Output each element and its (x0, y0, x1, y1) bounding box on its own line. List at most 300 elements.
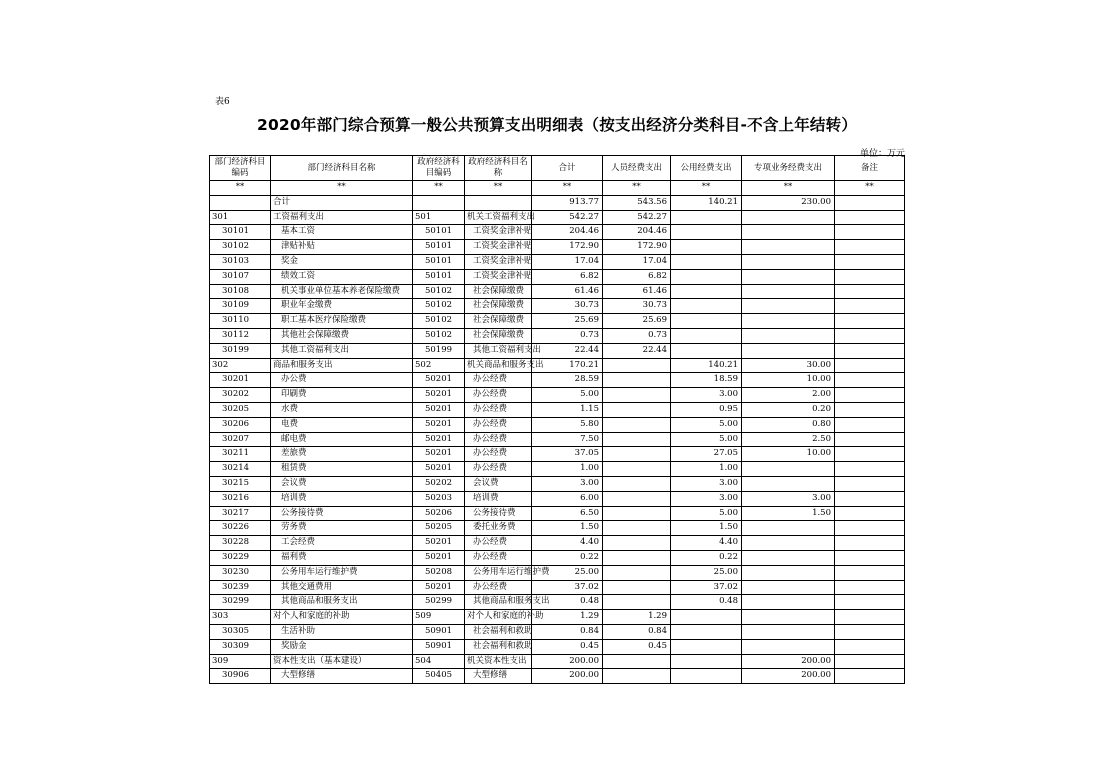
table-row (210, 417, 905, 432)
code-cell: 30906 (210, 669, 271, 684)
gov-name-cell: 工资奖金津补贴 (465, 254, 532, 269)
table-row (210, 580, 905, 595)
table-row (210, 210, 905, 225)
name-cell: 绩效工资 (271, 269, 413, 284)
personnel-cell (603, 595, 671, 610)
gov-name-cell: 办公经费 (465, 536, 532, 551)
code-cell: 30110 (210, 314, 271, 329)
remark-cell (835, 358, 905, 373)
gov-code-cell: 50102 (413, 284, 465, 299)
remark-cell (835, 284, 905, 299)
special-cell: 10.00 (742, 447, 835, 462)
gov-name-cell: 工资奖金津补贴 (465, 269, 532, 284)
code-cell: 30108 (210, 284, 271, 299)
remark-cell (835, 669, 905, 684)
name-cell: 其他工资福利支出 (271, 343, 413, 358)
total-cell: 172.90 (532, 240, 603, 255)
code-cell: 30101 (210, 225, 271, 240)
header-cell: 政府经济科目编码 (413, 156, 465, 181)
public-cell: 5.00 (671, 432, 742, 447)
total-remark (835, 195, 905, 210)
code-cell: 30215 (210, 476, 271, 491)
name-cell: 职业年金缴费 (271, 299, 413, 314)
table-row (210, 595, 905, 610)
special-cell (742, 328, 835, 343)
gov-name-cell: 社会保障缴费 (465, 284, 532, 299)
gov-code-cell: 50102 (413, 299, 465, 314)
remark-cell (835, 328, 905, 343)
public-cell: 0.22 (671, 550, 742, 565)
code-cell: 30305 (210, 624, 271, 639)
name-cell: 电费 (271, 417, 413, 432)
table-row (210, 462, 905, 477)
total-cell: 542.27 (532, 210, 603, 225)
total-cell: 6.50 (532, 506, 603, 521)
gov-code-cell: 50201 (413, 447, 465, 462)
personnel-cell (603, 565, 671, 580)
code-cell: 30199 (210, 343, 271, 358)
personnel-cell (603, 373, 671, 388)
table-row (210, 432, 905, 447)
remark-cell (835, 536, 905, 551)
public-cell (671, 624, 742, 639)
total-cell: 25.00 (532, 565, 603, 580)
gov-name-cell: 大型修缮 (465, 669, 532, 684)
gov-code-cell: 50102 (413, 314, 465, 329)
special-cell (742, 639, 835, 654)
gov-name-cell: 机关资本性支出 (465, 654, 532, 669)
total-cell: 22.44 (532, 343, 603, 358)
remark-cell (835, 654, 905, 669)
table-row (210, 447, 905, 462)
gov-code-cell: 50203 (413, 491, 465, 506)
name-cell: 奖金 (271, 254, 413, 269)
header-row (210, 156, 905, 181)
public-cell: 1.00 (671, 462, 742, 477)
special-cell: 2.50 (742, 432, 835, 447)
star-cell: ** (835, 181, 905, 196)
personnel-cell: 172.90 (603, 240, 671, 255)
special-cell (742, 624, 835, 639)
remark-cell (835, 314, 905, 329)
gov-code-cell: 50901 (413, 624, 465, 639)
expenditure-table (209, 155, 905, 684)
public-cell (671, 610, 742, 625)
gov-name-cell: 机关工资福利支出 (465, 210, 532, 225)
public-cell (671, 240, 742, 255)
star-cell: ** (271, 181, 413, 196)
public-cell: 4.40 (671, 536, 742, 551)
personnel-cell: 30.73 (603, 299, 671, 314)
special-cell (742, 462, 835, 477)
code-cell: 30202 (210, 388, 271, 403)
public-cell (671, 343, 742, 358)
remark-cell (835, 476, 905, 491)
personnel-cell (603, 491, 671, 506)
code-cell: 30112 (210, 328, 271, 343)
gov-name-cell: 机关商品和服务支出 (465, 358, 532, 373)
total-row (210, 195, 905, 210)
gov-code-cell: 50201 (413, 388, 465, 403)
public-cell (671, 225, 742, 240)
special-cell (742, 225, 835, 240)
remark-cell (835, 432, 905, 447)
total-cell: 0.22 (532, 550, 603, 565)
name-cell: 邮电费 (271, 432, 413, 447)
public-cell (671, 328, 742, 343)
gov-name-cell: 办公经费 (465, 432, 532, 447)
unit-label: 单位：万元 (860, 149, 906, 159)
table-row (210, 550, 905, 565)
table-row (210, 284, 905, 299)
gov-name-cell: 办公经费 (465, 447, 532, 462)
header-cell: 人员经费支出 (603, 156, 671, 181)
gov-name-cell: 培训费 (465, 491, 532, 506)
name-cell: 津贴补贴 (271, 240, 413, 255)
table-row (210, 476, 905, 491)
special-cell (742, 595, 835, 610)
personnel-cell: 0.84 (603, 624, 671, 639)
gov-name-cell: 工资奖金津补贴 (465, 225, 532, 240)
star-cell: ** (532, 181, 603, 196)
total-cell: 1.50 (532, 521, 603, 536)
code-cell: 30109 (210, 299, 271, 314)
gov-name-cell: 公务接待费 (465, 506, 532, 521)
table-row (210, 269, 905, 284)
total-cell: 25.69 (532, 314, 603, 329)
total-personnel: 543.56 (603, 195, 671, 210)
name-cell: 基本工资 (271, 225, 413, 240)
special-cell (742, 550, 835, 565)
personnel-cell (603, 506, 671, 521)
special-cell: 30.00 (742, 358, 835, 373)
total-cell: 6.82 (532, 269, 603, 284)
public-cell: 37.02 (671, 580, 742, 595)
personnel-cell (603, 550, 671, 565)
name-cell: 生活补助 (271, 624, 413, 639)
name-cell: 资本性支出（基本建设） (271, 654, 413, 669)
public-cell (671, 654, 742, 669)
personnel-cell (603, 654, 671, 669)
public-cell (671, 269, 742, 284)
code-cell: 30239 (210, 580, 271, 595)
name-cell: 公务接待费 (271, 506, 413, 521)
name-cell: 工会经费 (271, 536, 413, 551)
table-row (210, 624, 905, 639)
special-cell (742, 343, 835, 358)
remark-cell (835, 240, 905, 255)
gov-name-cell: 社会保障缴费 (465, 328, 532, 343)
total-gcode-cell (413, 195, 465, 210)
gov-code-cell: 50199 (413, 343, 465, 358)
name-cell: 印刷费 (271, 388, 413, 403)
remark-cell (835, 447, 905, 462)
special-cell (742, 254, 835, 269)
total-cell: 1.00 (532, 462, 603, 477)
table-row (210, 506, 905, 521)
name-cell: 水费 (271, 402, 413, 417)
special-cell: 200.00 (742, 654, 835, 669)
code-cell: 30229 (210, 550, 271, 565)
gov-name-cell: 会议费 (465, 476, 532, 491)
gov-name-cell: 办公经费 (465, 417, 532, 432)
total-cell: 0.73 (532, 328, 603, 343)
public-cell: 140.21 (671, 358, 742, 373)
table-row (210, 669, 905, 684)
code-cell: 30207 (210, 432, 271, 447)
public-cell: 5.00 (671, 506, 742, 521)
table-row (210, 610, 905, 625)
personnel-cell: 1.29 (603, 610, 671, 625)
header-cell: 政府经济科目名称 (465, 156, 532, 181)
remark-cell (835, 610, 905, 625)
table-row (210, 491, 905, 506)
special-cell: 2.00 (742, 388, 835, 403)
remark-cell (835, 373, 905, 388)
public-cell (671, 210, 742, 225)
personnel-cell (603, 432, 671, 447)
total-gname-cell (465, 195, 532, 210)
code-cell: 303 (210, 610, 271, 625)
special-cell (742, 299, 835, 314)
personnel-cell (603, 358, 671, 373)
code-cell: 30211 (210, 447, 271, 462)
gov-code-cell: 50201 (413, 536, 465, 551)
special-cell: 3.00 (742, 491, 835, 506)
personnel-cell (603, 417, 671, 432)
name-cell: 工资福利支出 (271, 210, 413, 225)
star-cell: ** (742, 181, 835, 196)
header-cell: 合计 (532, 156, 603, 181)
personnel-cell (603, 462, 671, 477)
public-cell: 25.00 (671, 565, 742, 580)
public-cell: 27.05 (671, 447, 742, 462)
personnel-cell (603, 536, 671, 551)
gov-code-cell: 50201 (413, 373, 465, 388)
header-cell: 部门经济科目名称 (271, 156, 413, 181)
table-row (210, 254, 905, 269)
name-cell: 对个人和家庭的补助 (271, 610, 413, 625)
gov-name-cell: 办公经费 (465, 373, 532, 388)
personnel-cell: 17.04 (603, 254, 671, 269)
name-cell: 办公费 (271, 373, 413, 388)
special-cell: 1.50 (742, 506, 835, 521)
name-cell: 机关事业单位基本养老保险缴费 (271, 284, 413, 299)
gov-name-cell: 办公经费 (465, 402, 532, 417)
table-row (210, 565, 905, 580)
personnel-cell: 6.82 (603, 269, 671, 284)
code-cell: 30103 (210, 254, 271, 269)
gov-code-cell: 509 (413, 610, 465, 625)
personnel-cell: 22.44 (603, 343, 671, 358)
table-row (210, 328, 905, 343)
table-row (210, 314, 905, 329)
public-cell: 3.00 (671, 476, 742, 491)
name-cell: 差旅费 (271, 447, 413, 462)
personnel-cell (603, 580, 671, 595)
remark-cell (835, 269, 905, 284)
special-cell (742, 240, 835, 255)
gov-name-cell: 对个人和家庭的补助 (465, 610, 532, 625)
gov-name-cell: 工资奖金津补贴 (465, 240, 532, 255)
star-cell: ** (210, 181, 271, 196)
special-cell (742, 284, 835, 299)
gov-code-cell: 50901 (413, 639, 465, 654)
gov-code-cell: 50101 (413, 269, 465, 284)
total-cell: 28.59 (532, 373, 603, 388)
table-row (210, 343, 905, 358)
special-cell (742, 314, 835, 329)
star-cell: ** (603, 181, 671, 196)
gov-code-cell: 50102 (413, 328, 465, 343)
gov-code-cell: 50101 (413, 240, 465, 255)
star-cell: ** (671, 181, 742, 196)
code-cell: 30230 (210, 565, 271, 580)
code-cell: 30216 (210, 491, 271, 506)
gov-code-cell: 50405 (413, 669, 465, 684)
special-cell: 0.20 (742, 402, 835, 417)
public-cell: 3.00 (671, 388, 742, 403)
remark-cell (835, 491, 905, 506)
code-cell: 30299 (210, 595, 271, 610)
code-cell: 302 (210, 358, 271, 373)
total-cell: 0.48 (532, 595, 603, 610)
gov-code-cell: 502 (413, 358, 465, 373)
code-cell: 30102 (210, 240, 271, 255)
name-cell: 其他交通费用 (271, 580, 413, 595)
placeholder-row (210, 181, 905, 196)
table-row (210, 358, 905, 373)
name-cell: 培训费 (271, 491, 413, 506)
code-cell: 30214 (210, 462, 271, 477)
public-cell (671, 254, 742, 269)
total-cell: 204.46 (532, 225, 603, 240)
name-cell: 劳务费 (271, 521, 413, 536)
gov-code-cell: 50299 (413, 595, 465, 610)
table-row (210, 388, 905, 403)
remark-cell (835, 506, 905, 521)
special-cell: 10.00 (742, 373, 835, 388)
page-title: 2020年部门综合预算一般公共预算支出明细表（按支出经济分类科目-不含上年结转） (256, 116, 858, 134)
remark-cell (835, 343, 905, 358)
name-cell: 租赁费 (271, 462, 413, 477)
total-cell: 6.00 (532, 491, 603, 506)
remark-cell (835, 580, 905, 595)
table-number: 表6 (215, 97, 230, 107)
public-cell: 0.95 (671, 402, 742, 417)
name-cell: 大型修缮 (271, 669, 413, 684)
total-cell: 0.45 (532, 639, 603, 654)
public-cell (671, 669, 742, 684)
gov-code-cell: 50206 (413, 506, 465, 521)
total-special: 230.00 (742, 195, 835, 210)
gov-name-cell: 办公经费 (465, 388, 532, 403)
table-row (210, 240, 905, 255)
total-public: 140.21 (671, 195, 742, 210)
table-row (210, 654, 905, 669)
remark-cell (835, 210, 905, 225)
name-cell: 其他商品和服务支出 (271, 595, 413, 610)
total-cell: 30.73 (532, 299, 603, 314)
star-cell: ** (465, 181, 532, 196)
code-cell: 30206 (210, 417, 271, 432)
name-cell: 奖励金 (271, 639, 413, 654)
remark-cell (835, 521, 905, 536)
public-cell: 1.50 (671, 521, 742, 536)
total-cell: 7.50 (532, 432, 603, 447)
total-label: 合计 (271, 195, 413, 210)
personnel-cell: 204.46 (603, 225, 671, 240)
public-cell (671, 284, 742, 299)
gov-code-cell: 50201 (413, 432, 465, 447)
name-cell: 公务用车运行维护费 (271, 565, 413, 580)
gov-name-cell: 其他工资福利支出 (465, 343, 532, 358)
personnel-cell: 0.73 (603, 328, 671, 343)
total-cell: 1.29 (532, 610, 603, 625)
total-cell: 17.04 (532, 254, 603, 269)
personnel-cell (603, 521, 671, 536)
code-cell: 30228 (210, 536, 271, 551)
gov-code-cell: 50202 (413, 476, 465, 491)
total-sum: 913.77 (532, 195, 603, 210)
gov-code-cell: 50208 (413, 565, 465, 580)
total-cell: 0.84 (532, 624, 603, 639)
remark-cell (835, 254, 905, 269)
personnel-cell: 61.46 (603, 284, 671, 299)
gov-name-cell: 办公经费 (465, 550, 532, 565)
name-cell: 福利费 (271, 550, 413, 565)
remark-cell (835, 299, 905, 314)
gov-name-cell: 办公经费 (465, 580, 532, 595)
remark-cell (835, 225, 905, 240)
header-cell: 部门经济科目编码 (210, 156, 271, 181)
gov-code-cell: 50201 (413, 580, 465, 595)
gov-code-cell: 50201 (413, 462, 465, 477)
gov-code-cell: 50101 (413, 254, 465, 269)
total-cell: 4.40 (532, 536, 603, 551)
code-cell: 30226 (210, 521, 271, 536)
remark-cell (835, 595, 905, 610)
code-cell: 30309 (210, 639, 271, 654)
personnel-cell: 542.27 (603, 210, 671, 225)
special-cell (742, 476, 835, 491)
gov-name-cell: 社会保障缴费 (465, 299, 532, 314)
gov-code-cell: 501 (413, 210, 465, 225)
remark-cell (835, 417, 905, 432)
name-cell: 商品和服务支出 (271, 358, 413, 373)
code-cell: 30205 (210, 402, 271, 417)
public-cell: 18.59 (671, 373, 742, 388)
table-row (210, 521, 905, 536)
total-cell: 61.46 (532, 284, 603, 299)
personnel-cell (603, 402, 671, 417)
gov-name-cell: 社会保障缴费 (465, 314, 532, 329)
special-cell (742, 210, 835, 225)
gov-code-cell: 50205 (413, 521, 465, 536)
public-cell: 3.00 (671, 491, 742, 506)
total-cell: 3.00 (532, 476, 603, 491)
special-cell (742, 269, 835, 284)
remark-cell (835, 462, 905, 477)
public-cell (671, 299, 742, 314)
special-cell (742, 521, 835, 536)
special-cell: 0.80 (742, 417, 835, 432)
header-cell: 公用经费支出 (671, 156, 742, 181)
personnel-cell: 25.69 (603, 314, 671, 329)
personnel-cell (603, 669, 671, 684)
total-cell: 1.15 (532, 402, 603, 417)
gov-name-cell: 其他商品和服务支出 (465, 595, 532, 610)
